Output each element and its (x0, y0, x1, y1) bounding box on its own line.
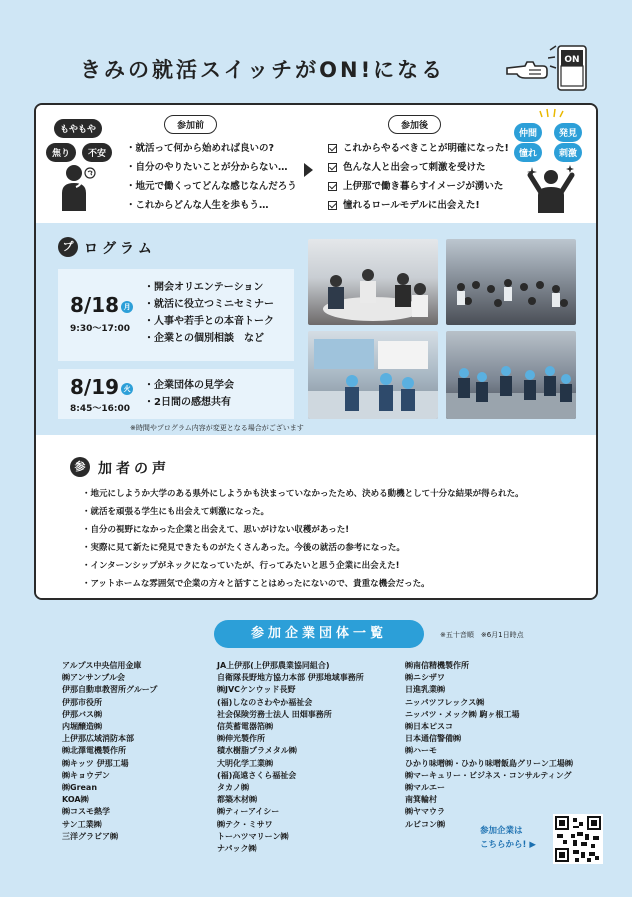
day-card (58, 369, 294, 419)
company-name: 自衛隊長野地方協力本部 伊那地域事務所 (217, 673, 364, 683)
company-name: ㈱ヤマウラ (405, 807, 445, 817)
company-name: KOA㈱ (62, 795, 89, 805)
day-date-text: 8/19 (70, 375, 120, 399)
worried-person-icon (58, 163, 98, 211)
company-name: 上伊那広域消防本部 (62, 734, 134, 744)
list-item: ・就活って何から始めれば良いの? (126, 143, 275, 154)
company-name: ㈱キョウデン (62, 770, 110, 780)
list-item: ・地元にしようか大学のある県外にしようかも決まっていなかったため、決める動機として十分な結果が得られた。 (82, 489, 524, 499)
company-column-1 (62, 660, 157, 843)
list-item (328, 158, 509, 177)
program-note: ※時間やプログラム内容が変更となる場合がございます (130, 424, 304, 432)
after-list (328, 139, 509, 215)
on-switch-icon (548, 44, 588, 92)
list-item: ・開会オリエンテーション (144, 282, 264, 293)
company-column-3 (405, 660, 573, 831)
list-item: ・インターンシップがネックになっていたが、行ってみたいと思う企業に出会えた! (82, 561, 400, 571)
main-content-box (34, 103, 598, 600)
company-name: 伊那バス㈱ (62, 709, 102, 719)
company-name: ㈱ティーアイシー (217, 807, 280, 817)
list-item: ・人事や若手との本音トーク (144, 316, 274, 327)
company-name: 都築木材㈱ (217, 795, 257, 805)
day-date-text: 8/18 (70, 293, 120, 317)
list-item: ・自分の視野になかった企業と出会えて、思いがけない収穫があった! (82, 525, 350, 535)
day-card (58, 269, 294, 361)
company-name: ㈱アンサンブル会 (62, 673, 125, 683)
program-section (36, 223, 596, 435)
list-item-text: これからやるべきことが明確になった! (343, 143, 509, 154)
company-name: JA上伊那(上伊那農業協同組合) (217, 661, 330, 670)
companies-title: 参加企業団体一覧 (214, 620, 424, 648)
day-date (70, 293, 133, 317)
photo-visit (446, 331, 576, 419)
day-of-week-badge: 月 (121, 301, 133, 313)
qr-text-line: こちらから! ▶ (480, 840, 536, 850)
company-name: ㈱キッツ 伊那工場 (62, 758, 129, 768)
photo-group (446, 239, 576, 325)
company-name: ニッパツ・メック㈱ 駒ヶ根工場 (405, 709, 520, 719)
day-of-week-badge: 火 (121, 383, 133, 395)
company-name: ㈱ハーモ (405, 746, 437, 756)
sparkle-lines-icon (538, 107, 566, 119)
mood-tag: もやもや (54, 119, 102, 138)
program-title: ログラム (84, 241, 156, 257)
list-item-text: 色んな人と出会って刺激を受けた (343, 162, 486, 173)
list-item: ・2日間の感想共有 (144, 397, 231, 408)
company-name: 大明化学工業㈱ (217, 758, 273, 768)
photo-tour (308, 331, 438, 419)
day-date (70, 375, 133, 399)
company-name: サン工業㈱ (62, 819, 102, 829)
company-name: ナパック㈱ (217, 844, 257, 854)
company-name: 日本通信警備㈱ (405, 734, 461, 744)
company-name: 信英蓄電器箔㈱ (217, 722, 273, 732)
day-items (144, 377, 234, 411)
company-name: ㈱JVCケンウッド長野 (217, 685, 296, 695)
company-name: ㈱日本ピスコ (405, 722, 453, 732)
company-name: ニッパツフレックス㈱ (405, 697, 485, 707)
qr-text-line: 参加企業は (480, 826, 523, 836)
list-item: ・これからどんな人生を歩もう… (126, 200, 269, 211)
company-name: ㈱Grean (62, 783, 98, 793)
mood-tag: 不安 (82, 143, 112, 162)
company-name: ㈱テク・ミサワ (217, 819, 273, 829)
company-name: 積水樹脂プラメタル㈱ (217, 746, 297, 756)
company-name: (福)しなのさわやか福祉会 (217, 697, 313, 707)
day-items (144, 279, 274, 347)
switch-label: ON (564, 55, 580, 65)
checkbox-icon (328, 163, 337, 172)
mood-tag: 焦り (46, 143, 76, 162)
photo-discussion (308, 239, 438, 325)
aspire-tag: 発見 (554, 123, 582, 142)
company-name: ㈱北澤電機製作所 (62, 746, 126, 756)
list-item-text: 上伊那で働き暮らすイメージが湧いた (343, 181, 504, 192)
company-name: アルプス中央信用金庫 (62, 661, 142, 670)
list-item-text: 憧れるロールモデルに出会えた! (343, 200, 480, 211)
voice-section (36, 435, 596, 598)
list-item: ・実際に見て新たに発見できたものがたくさんあった。今後の就活の参考になった。 (82, 543, 405, 553)
checkbox-icon (328, 144, 337, 153)
cheering-person-icon (526, 163, 576, 213)
arrow-right-icon (304, 163, 313, 177)
companies-note: ※五十音順 ※6月1日時点 (440, 631, 524, 639)
list-item (328, 196, 509, 215)
company-name: ルビコン㈱ (405, 819, 445, 829)
aspire-tag: 憧れ (514, 143, 542, 162)
before-list (126, 139, 297, 215)
company-name: ひかり味噌㈱・ひかり味噌飯島グリーン工場㈱ (405, 758, 573, 768)
qr-code-icon[interactable] (553, 814, 603, 864)
list-item: ・企業団体の見学会 (144, 380, 234, 391)
section-number-badge: プ (58, 237, 78, 257)
list-item (328, 139, 509, 158)
page-title: きみの就活スイッチがON!になる (80, 58, 446, 82)
company-name: 伊那自動車教習所グループ (62, 685, 158, 695)
company-name: 社会保険労務士法人 田畑事務所 (217, 709, 332, 719)
company-name: ㈱マーキュリー・ビジネス・コンサルティング (405, 770, 572, 780)
company-name: トーハツマリーン㈱ (217, 831, 289, 841)
company-name: ㈱伸光製作所 (217, 734, 265, 744)
company-name: 内堀醸造㈱ (62, 722, 102, 732)
checkbox-icon (328, 182, 337, 191)
company-name: 日進乳業㈱ (405, 685, 445, 695)
before-after-section (36, 105, 596, 223)
qr-link-text[interactable] (480, 824, 536, 852)
before-label: 参加前 (164, 115, 217, 134)
section-number-badge: 参 (70, 457, 90, 477)
voice-title: 加者の声 (98, 461, 170, 477)
pointing-hand-icon (505, 54, 549, 84)
list-item: ・アットホームな雰囲気で企業の方々と話すことはめったにないので、貴重な機会だった。 (82, 579, 430, 589)
company-name: 南箕輪村 (405, 795, 437, 805)
list-item (328, 177, 509, 196)
company-name: タカノ㈱ (217, 783, 249, 793)
day-time: 8:45〜16:00 (70, 404, 131, 414)
header (0, 44, 632, 94)
day-time: 9:30〜17:00 (70, 324, 131, 334)
checkbox-icon (328, 201, 337, 210)
list-item: ・自分のやりたいことが分からない… (126, 162, 288, 173)
list-item: ・地元で働くってどんな感じなんだろう (126, 181, 297, 192)
company-name: 三洋グラビア㈱ (62, 831, 118, 841)
company-name: ㈱マルエー (405, 783, 445, 793)
company-name: ㈱コスモ熱学 (62, 807, 110, 817)
aspire-tag: 刺激 (554, 143, 582, 162)
voice-list (82, 485, 524, 593)
list-item: ・企業との個別相談 など (144, 333, 264, 344)
aspire-tag: 仲間 (514, 123, 542, 142)
company-name: (福)高遠さくら福祉会 (217, 770, 297, 780)
company-name: 伊那市役所 (62, 697, 102, 707)
company-column-2 (217, 660, 364, 855)
company-name: ㈱ニシザワ (405, 673, 445, 683)
company-name: ㈱南信精機製作所 (405, 661, 469, 670)
after-label: 参加後 (388, 115, 441, 134)
list-item: ・就活を頑張る学生にも出会えて刺激になった。 (82, 507, 270, 517)
list-item: ・就活に役立つミニセミナー (144, 299, 274, 310)
